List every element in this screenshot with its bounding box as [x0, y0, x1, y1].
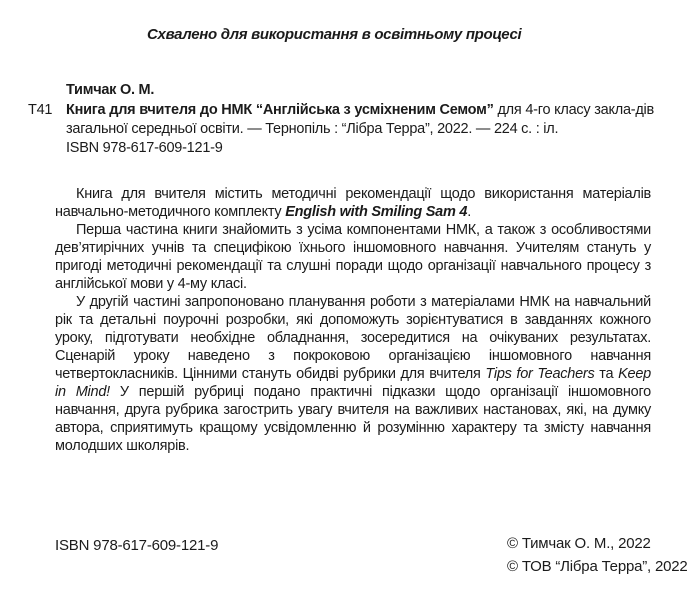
- catalog-card: [28, 81, 654, 158]
- annotation-paragraph: [55, 185, 651, 221]
- catalog-isbn: ISBN 978-617-609-121-9: [66, 140, 223, 156]
- catalog-entry: [66, 101, 654, 139]
- annotation-block: [55, 185, 651, 455]
- copyright-block: [507, 532, 688, 578]
- annotation-paragraph: [55, 293, 651, 455]
- text-run: Перша частина книги знайомить з усіма компонентами НМК, а також з особливостями дев’ятирічних учнів та специфікою їхнього іншомовного навчання. Учителям стануть у пригоді методичні рекомендації та слушні поради щодо організації навчального процесу з англійської мови у 4-му класі.: [55, 222, 651, 292]
- copyright-line: © ТОВ “Лібра Терра”, 2022: [507, 558, 688, 575]
- text-run: та: [594, 366, 619, 382]
- copyright-line: © Тимчак О. М., 2022: [507, 535, 651, 552]
- text-run: Tips for Teachers: [485, 366, 595, 382]
- annotation-paragraph: [55, 221, 651, 293]
- text-run: .: [467, 204, 472, 220]
- catalog-entry-wrap: [28, 101, 654, 158]
- catalog-code: Т41: [28, 102, 53, 118]
- approval-note: Схвалено для використання в освітньому процесі: [147, 26, 522, 43]
- text-run: Keep in Mind!: [55, 366, 651, 400]
- text-run: У другій частині запропоновано планування роботи з матеріалами НМК на навчальний рік та детальні поурочні розробки, які допоможуть зорієнтуватися в завданнях кожного уроку, підготувати необхідне обладнання, зосередитися на очікуваних результатах. Сценарій уроку наведено з покроковою організацією іншомовного навчання четвертокласників. Цінними стануть обидві рубрики для вчителя: [55, 294, 651, 382]
- text-run: English with Smiling Sam 4: [285, 204, 468, 220]
- text-run: для 4-го класу закла-дів загальної середньої освіти. — Тернопіль : “Лібра Терра”, 2022. — 224 с. : іл.: [66, 102, 654, 137]
- catalog-author: Тимчак О. М.: [66, 82, 155, 98]
- text-run: У першій рубриці подано практичні підказки щодо організації іншомовного навчання, друга рубрика загострить увагу вчителя на важливих настановах, які, на думку автора, сприятимуть кращому усвідомленню й розумінню характеру та змісту навчання молодших школярів.: [55, 384, 651, 454]
- text-run: Книга для вчителя до НМК “Англійська з усміхненим Семом”: [66, 102, 494, 118]
- footer-isbn: ISBN 978-617-609-121-9: [55, 537, 219, 554]
- text-run: Книга для вчителя містить методичні рекомендації щодо використання матеріалів навчально-методичного комплекту: [55, 186, 651, 220]
